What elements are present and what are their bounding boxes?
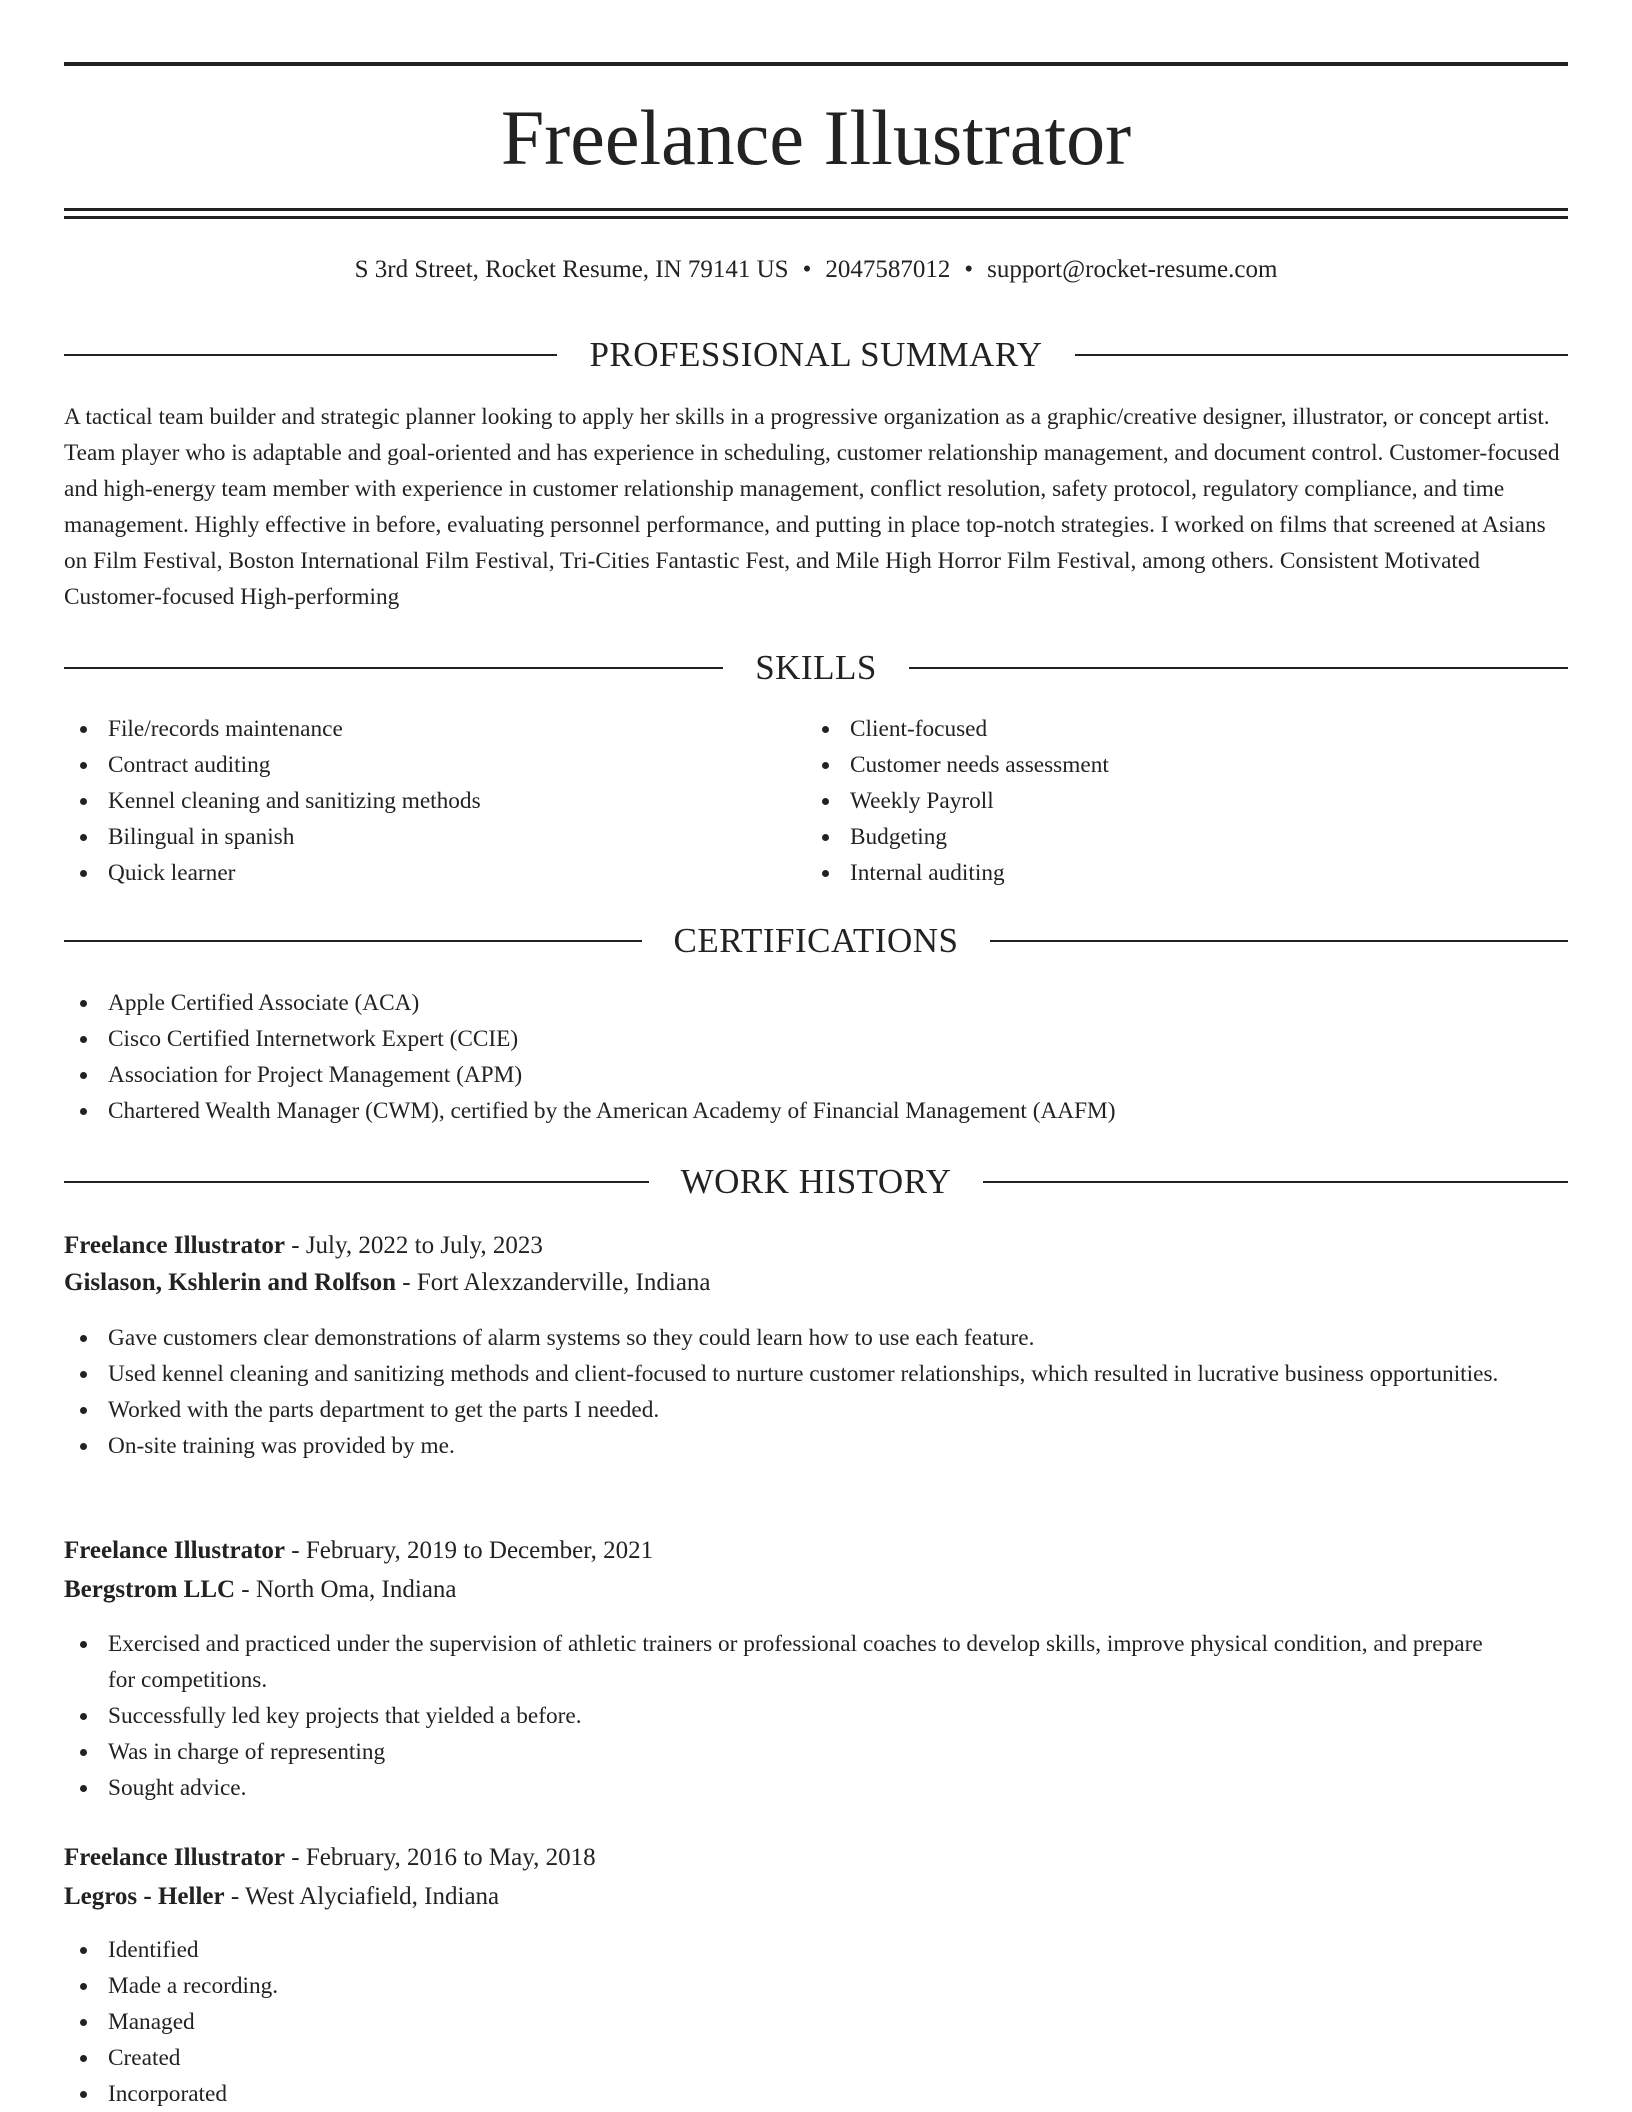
list-item: Weekly Payroll	[806, 783, 1546, 819]
summary-heading-label: PROFESSIONAL SUMMARY	[589, 335, 1043, 374]
job-location: West Alyciafield, Indiana	[244, 1883, 500, 1910]
list-item: Sought advice.	[64, 1770, 1514, 1806]
list-item: Internal auditing	[806, 855, 1546, 891]
heading-rule-right	[909, 667, 1568, 669]
job-company-line: Legros - Heller - West Alyciafield, Indiana	[64, 1883, 500, 1910]
job-title: Freelance Illustrator	[64, 1232, 285, 1259]
skills-heading-label: SKILLS	[755, 648, 877, 687]
resume-title: Freelance Illustrator	[500, 94, 1132, 181]
summary-text: A tactical team builder and strategic planner looking to apply her skills in a progressive organization as a graphic/creative designer, illustrator, or concept artist. Team player who is adaptable and goal-oriented and has experience in scheduling, customer relationship management, and document control. Customer-focused and high-energy team member with experience in customer relationship management, conflict resolution, safety protocol, regulatory compliance, and time management. Highly effective in before, evaluating personnel performance, and putting in place top-notch strategies. I worked on films that screened at Asians on Film Festival, Boston International Film Festival, Tri-Cities Fantastic Fest, and Mile High Horror Film Festival, among others. Consistent Motivated Customer-focused High-performing	[64, 404, 1560, 610]
title-rule-upper	[64, 208, 1568, 211]
heading-rule-left	[64, 354, 557, 356]
job-bullets	[64, 1626, 1514, 1806]
list-item: Client-focused	[806, 711, 1546, 747]
job-title-line: Freelance Illustrator - July, 2022 to July, 2023	[64, 1232, 543, 1259]
job-bullets	[64, 1932, 1514, 2112]
contact-separator: •	[964, 256, 974, 283]
list-item: Customer needs assessment	[806, 747, 1546, 783]
contact-email[interactable]: support@rocket-resume.com	[987, 256, 1278, 283]
list-item: Incorporated	[64, 2076, 1514, 2112]
heading-rule-right	[1075, 354, 1568, 356]
list-item: Chartered Wealth Manager (CWM), certified by the American Academy of Financial Management (AAFM)	[64, 1093, 1568, 1129]
skills-list-left	[64, 711, 804, 891]
job-dates: February, 2016 to May, 2018	[305, 1844, 596, 1871]
list-item: Exercised and practiced under the supervision of athletic trainers or professional coaches to develop skills, improve physical condition, and prepare for competitions.	[64, 1626, 1514, 1698]
job-title-line: Freelance Illustrator - February, 2016 to May, 2018	[64, 1844, 596, 1871]
list-item: Identified	[64, 1932, 1514, 1968]
job-company: Bergstrom LLC	[64, 1576, 236, 1603]
skills-list-right	[806, 711, 1546, 891]
job-company-line: Gislason, Kshlerin and Rolfson - Fort Alexzanderville, Indiana	[64, 1269, 711, 1296]
list-item: Budgeting	[806, 819, 1546, 855]
heading-rule-right	[990, 940, 1568, 942]
heading-rule-left	[64, 940, 642, 942]
list-item: Bilingual in spanish	[64, 819, 804, 855]
job-dates: July, 2022 to July, 2023	[305, 1232, 543, 1259]
job-location: North Oma, Indiana	[255, 1576, 457, 1603]
top-rule	[64, 62, 1568, 66]
contact-line	[64, 252, 1568, 288]
list-item: Contract auditing	[64, 747, 804, 783]
list-item: Cisco Certified Internetwork Expert (CCIE)	[64, 1021, 1568, 1057]
title-rule-lower	[64, 216, 1568, 219]
list-item: Managed	[64, 2004, 1514, 2040]
job-company: Legros - Heller	[64, 1883, 225, 1910]
list-item: Created	[64, 2040, 1514, 2076]
certifications-heading	[64, 921, 1568, 961]
job-location: Fort Alexzanderville, Indiana	[416, 1269, 711, 1296]
list-item: Association for Project Management (APM)	[64, 1057, 1568, 1093]
list-item: Quick learner	[64, 855, 804, 891]
list-item: Made a recording.	[64, 1968, 1514, 2004]
contact-separator: •	[802, 256, 812, 283]
list-item: Worked with the parts department to get the parts I needed.	[64, 1392, 1514, 1428]
job-company-line: Bergstrom LLC - North Oma, Indiana	[64, 1576, 457, 1603]
heading-rule-left	[64, 1181, 649, 1183]
certifications-list	[64, 985, 1568, 1129]
list-item: Was in charge of representing	[64, 1734, 1514, 1770]
list-item: Used kennel cleaning and sanitizing methods and client-focused to nurture customer relationships, which resulted in lucrative business opportunities.	[64, 1356, 1514, 1392]
contact-address: S 3rd Street, Rocket Resume, IN 79141 US	[354, 256, 789, 283]
list-item: Kennel cleaning and sanitizing methods	[64, 783, 804, 819]
certifications-heading-label: CERTIFICATIONS	[673, 921, 959, 960]
job-dates: February, 2019 to December, 2021	[305, 1537, 654, 1564]
heading-rule-right	[983, 1181, 1568, 1183]
work-history-heading	[64, 1162, 1568, 1202]
list-item: Successfully led key projects that yielded a before.	[64, 1698, 1514, 1734]
job-title: Freelance Illustrator	[64, 1537, 285, 1564]
skills-heading	[64, 648, 1568, 688]
job-company: Gislason, Kshlerin and Rolfson	[64, 1269, 397, 1296]
contact-phone[interactable]: 2047587012	[825, 256, 951, 283]
list-item: File/records maintenance	[64, 711, 804, 747]
job-title-line: Freelance Illustrator - February, 2019 to December, 2021	[64, 1537, 654, 1564]
job-bullets	[64, 1320, 1514, 1464]
list-item: Apple Certified Associate (ACA)	[64, 985, 1568, 1021]
summary-heading	[64, 335, 1568, 375]
job-title: Freelance Illustrator	[64, 1844, 285, 1871]
work-history-heading-label: WORK HISTORY	[680, 1162, 952, 1201]
list-item: Gave customers clear demonstrations of alarm systems so they could learn how to use each feature.	[64, 1320, 1514, 1356]
list-item: On-site training was provided by me.	[64, 1428, 1514, 1464]
heading-rule-left	[64, 667, 723, 669]
